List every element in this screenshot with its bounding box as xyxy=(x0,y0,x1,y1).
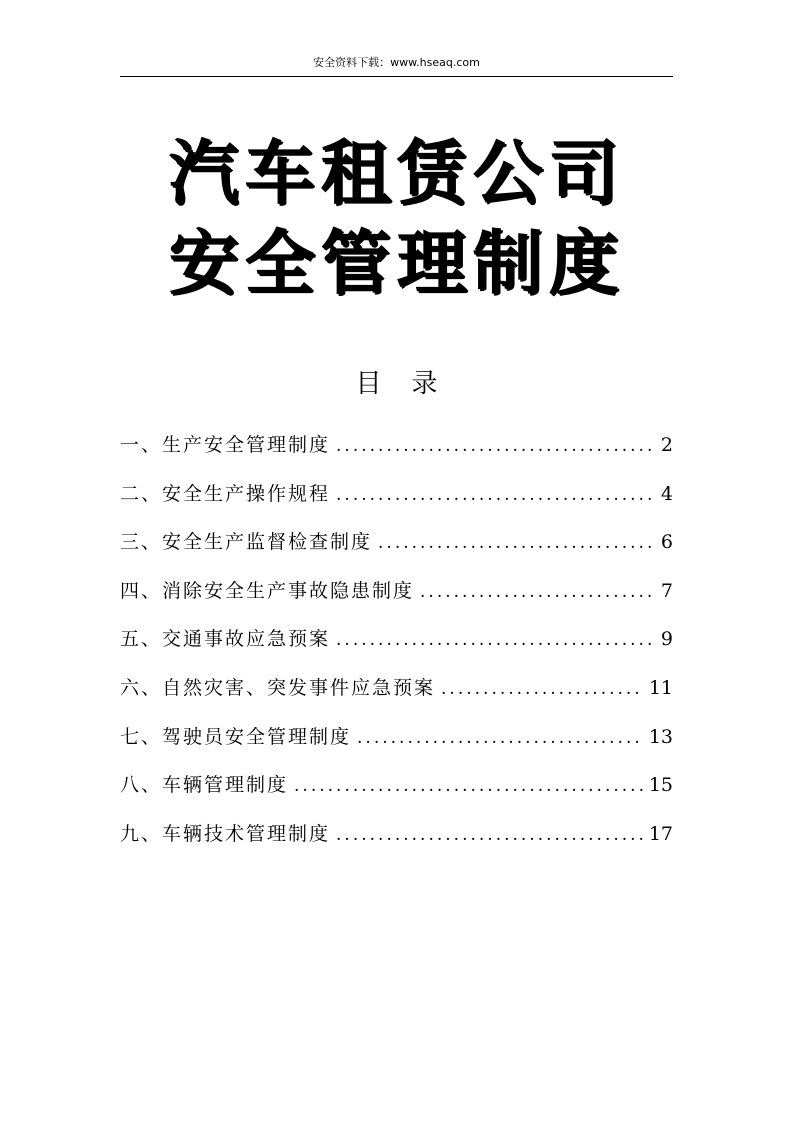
toc-dot-leader xyxy=(441,674,643,704)
table-of-contents xyxy=(120,430,673,867)
toc-dot-leader xyxy=(336,431,653,461)
toc-entry-8[interactable] xyxy=(120,770,673,819)
toc-entry-label: 九、车辆技术管理制度 xyxy=(120,822,331,845)
toc-entry-page: 11 xyxy=(648,676,673,699)
page-header xyxy=(120,56,673,77)
toc-entry-2[interactable] xyxy=(120,479,673,528)
toc-entry-label: 三、安全生产监督检查制度 xyxy=(120,531,373,554)
toc-entry-page: 9 xyxy=(660,628,673,651)
toc-entry-page: 13 xyxy=(648,725,673,748)
toc-entry-page: 6 xyxy=(660,531,673,554)
toc-entry-9[interactable] xyxy=(120,819,673,868)
toc-dot-leader xyxy=(336,480,653,510)
toc-entry-label: 五、交通事故应急预案 xyxy=(120,628,331,651)
toc-dot-leader xyxy=(294,771,643,801)
toc-entry-page: 2 xyxy=(660,434,673,456)
toc-entry-label: 四、消除安全生产事故隐患制度 xyxy=(120,579,415,602)
toc-dot-leader xyxy=(336,625,653,655)
toc-entry-label: 二、安全生产操作规程 xyxy=(120,482,331,505)
toc-entry-label: 一、生产安全管理制度 xyxy=(120,434,331,456)
title-line-2: 安全管理制度 xyxy=(168,221,625,304)
toc-dot-leader xyxy=(336,820,643,850)
toc-entry-5[interactable] xyxy=(120,624,673,673)
toc-entry-label: 六、自然灾害、突发事件应急预案 xyxy=(120,676,436,699)
toc-entry-6[interactable] xyxy=(120,673,673,722)
toc-entry-page: 4 xyxy=(660,482,673,505)
toc-entry-label: 八、车辆管理制度 xyxy=(120,774,289,797)
toc-entry-page: 15 xyxy=(648,774,673,797)
toc-entry-page: 7 xyxy=(660,579,673,602)
toc-entry-1[interactable] xyxy=(120,430,673,479)
toc-entry-page: 17 xyxy=(648,822,673,845)
toc-entry-7[interactable] xyxy=(120,722,673,771)
toc-entry-3[interactable] xyxy=(120,527,673,576)
document-title xyxy=(0,128,793,308)
toc-heading: 目录 xyxy=(355,369,468,399)
toc-entry-label: 七、驾驶员安全管理制度 xyxy=(120,725,352,748)
toc-dot-leader xyxy=(357,723,643,753)
toc-entry-4[interactable] xyxy=(120,576,673,625)
toc-dot-leader xyxy=(420,577,653,607)
title-line-1: 汽车租赁公司 xyxy=(168,131,625,214)
header-text: 安全资料下载：www.hseaq.com xyxy=(313,56,480,69)
toc-dot-leader xyxy=(378,528,653,558)
